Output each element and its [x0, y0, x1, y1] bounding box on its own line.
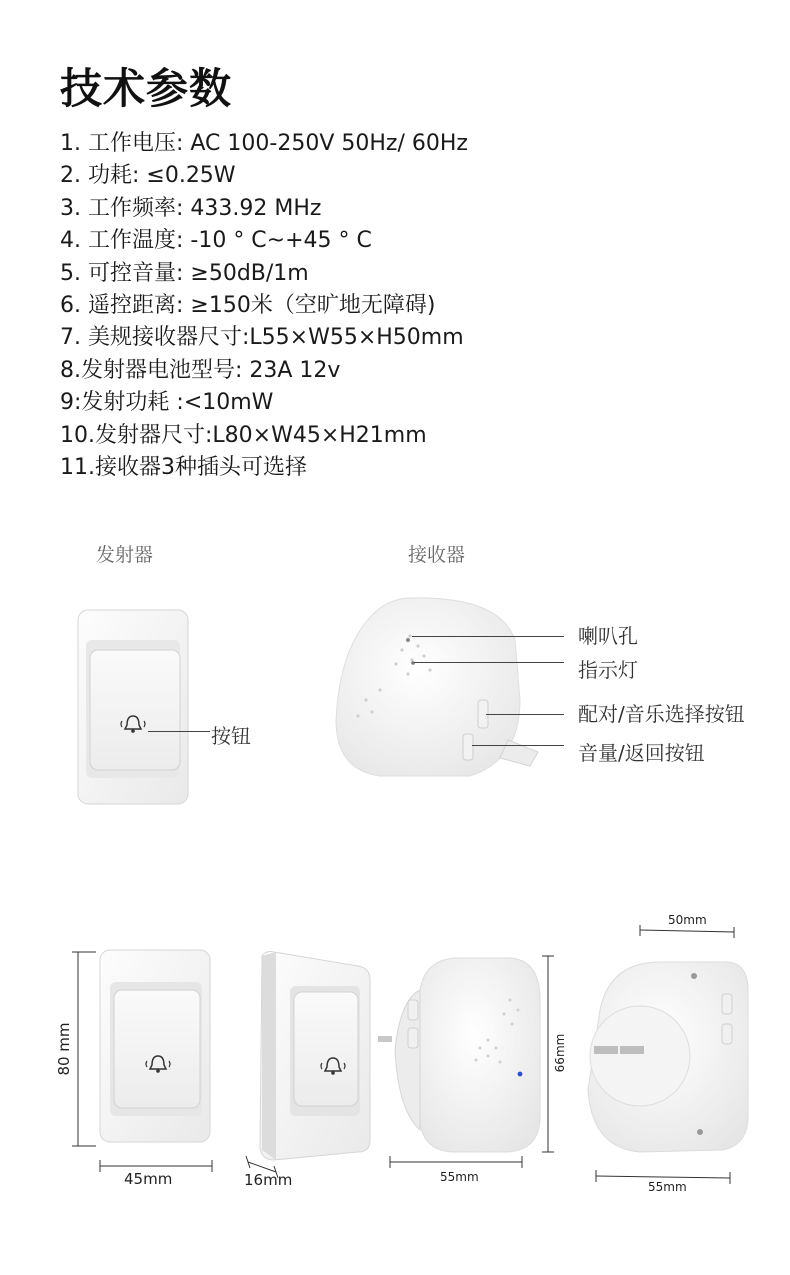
spec-item: 9:发射功耗 :<10mW [60, 390, 274, 416]
spec-item: 11.接收器3种插头可选择 [60, 455, 307, 481]
bell-icon [318, 1054, 348, 1078]
dimension-16mm: 16mm [244, 1171, 293, 1189]
spec-item: 8.发射器电池型号: 23A 12v [60, 357, 341, 383]
spec-item: 4. 工作温度: -10 ° C~+45 ° C [60, 228, 372, 254]
page-title: 技术参数 [60, 64, 233, 113]
receiver-caption: 接收器 [408, 544, 466, 566]
dimension-55mm-a: 55mm [440, 1170, 479, 1184]
dimension-55mm-b: 55mm [648, 1180, 687, 1194]
dimension-80mm: 80 mm [55, 1022, 73, 1076]
indicator-light-label: 指示灯 [578, 658, 638, 682]
spec-item: 7. 美规接收器尺寸:L55×W55×H50mm [60, 325, 464, 351]
transmitter-caption: 发射器 [96, 544, 154, 566]
spec-item: 3. 工作频率: 433.92 MHz [60, 195, 322, 221]
button-callout-label: 按钮 [211, 724, 251, 748]
speaker-hole-label: 喇叭孔 [578, 624, 638, 648]
volume-back-button-label: 音量/返回按钮 [578, 741, 705, 765]
spec-item: 1. 工作电压: AC 100-250V 50Hz/ 60Hz [60, 131, 468, 156]
spec-item: 2. 功耗: ≤0.25W [60, 163, 236, 189]
spec-item: 5. 可控音量: ≥50dB/1m [60, 260, 309, 286]
dimension-66mm: 66mm [553, 1033, 567, 1073]
spec-item: 6. 遥控距离: ≥150米（空旷地无障碍) [60, 293, 436, 319]
spec-item: 10.发射器尺寸:L80×W45×H21mm [60, 422, 427, 448]
dimension-45mm: 45mm [124, 1170, 173, 1188]
pair-music-button-label: 配对/音乐选择按钮 [578, 702, 745, 726]
dimension-50mm: 50mm [668, 913, 707, 927]
bell-icon [143, 1052, 173, 1076]
